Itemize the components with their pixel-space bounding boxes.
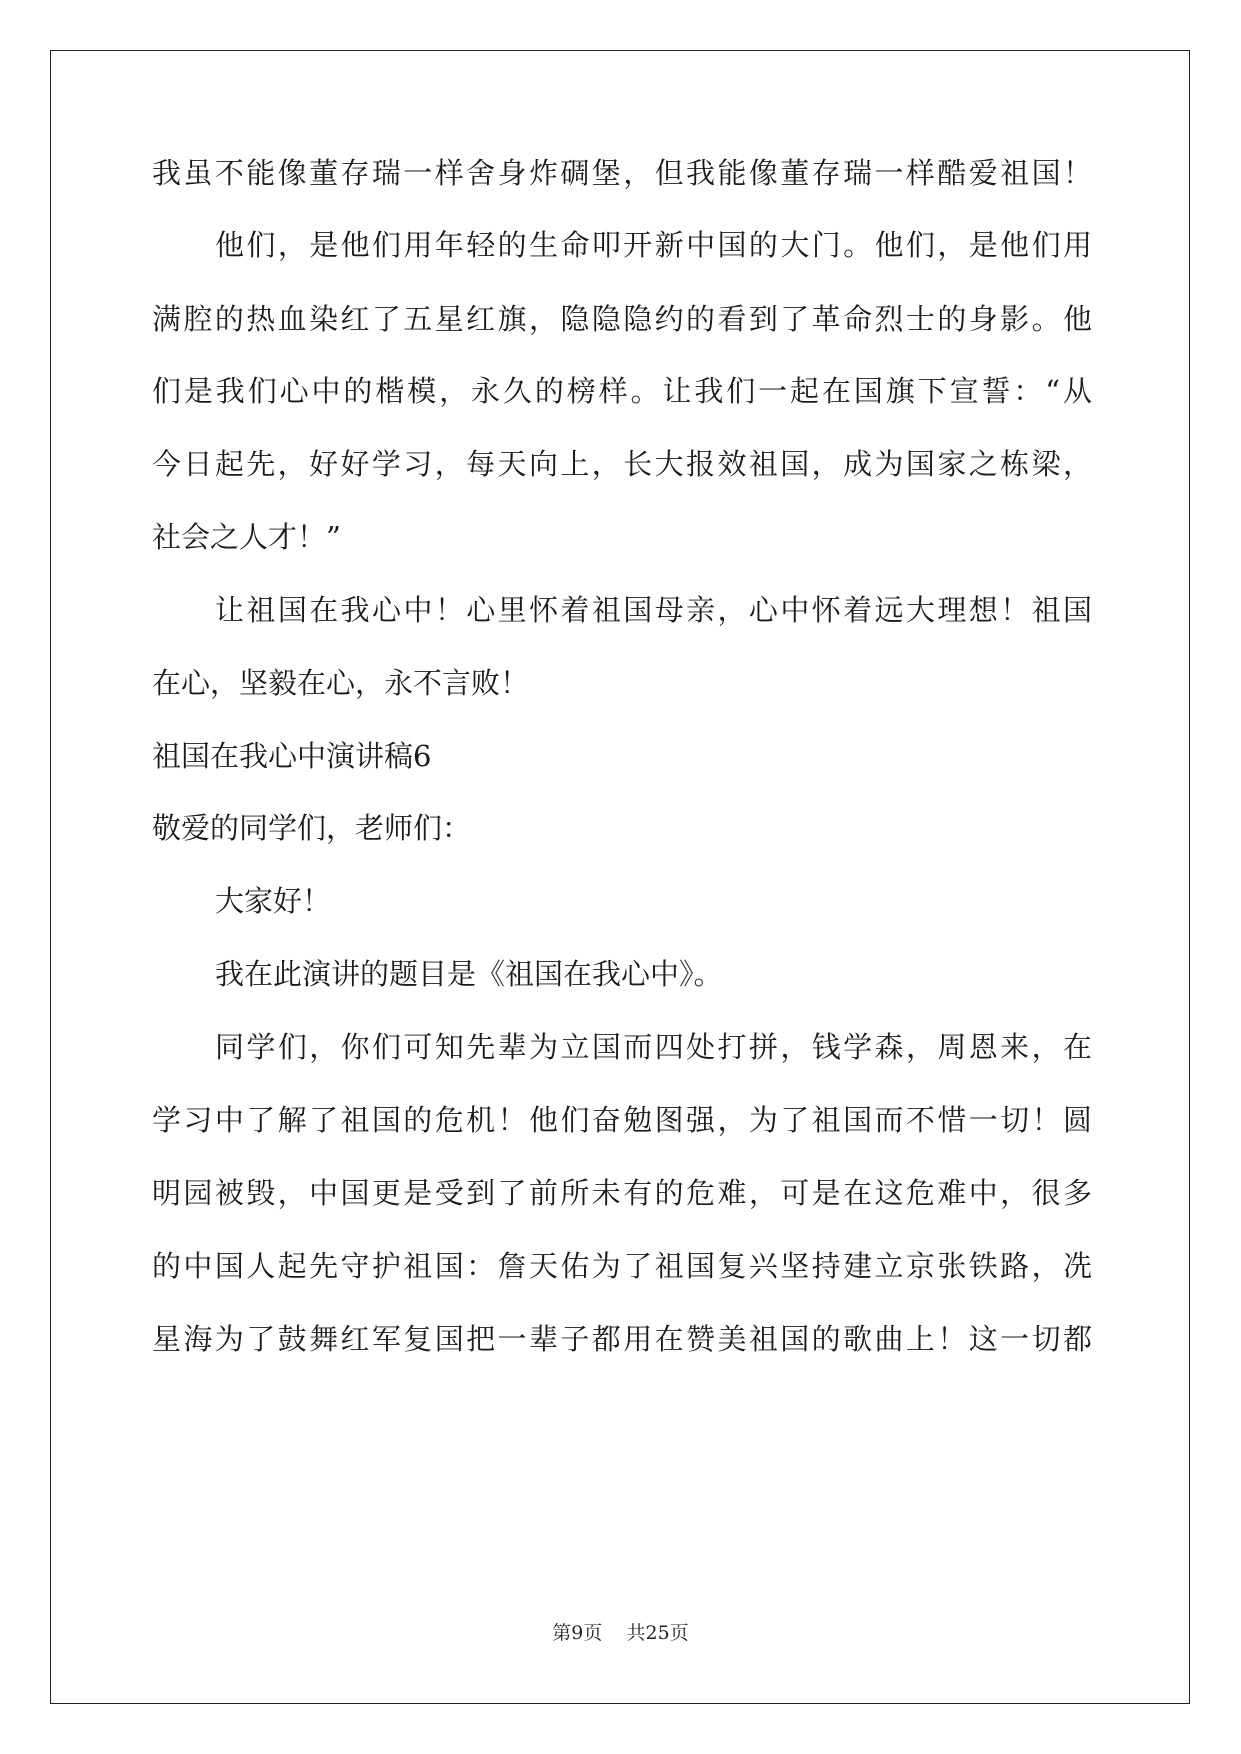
section-heading: 祖国在我心中演讲稿6	[152, 739, 432, 773]
salutation: 敬爱的同学们，老师们：	[152, 811, 472, 845]
body-text-line: 社会之人才！”	[152, 520, 341, 554]
body-text-line: 们是我们心中的楷模，永久的榜样。让我们一起在国旗下宣誓：“从	[152, 374, 1092, 408]
body-text-line: 让祖国在我心中！心里怀着祖国母亲，心中怀着远大理想！祖国	[215, 593, 1092, 627]
page-footer	[0, 1618, 1241, 1645]
page-number: 第9页	[552, 1622, 603, 1644]
body-text-line: 满腔的热血染红了五星红旗，隐隐隐约的看到了革命烈士的身影。他	[152, 302, 1092, 336]
body-text-line: 今日起先，好好学习，每天向上，长大报效祖国，成为国家之栋梁，	[152, 447, 1092, 481]
greeting: 大家好！	[215, 884, 332, 918]
body-text-line: 的中国人起先守护祖国：詹天佑为了祖国复兴坚持建立京张铁路，冼	[152, 1249, 1092, 1283]
body-text-line: 学习中了解了祖国的危机！他们奋勉图强，为了祖国而不惜一切！圆	[152, 1103, 1092, 1137]
body-text-line: 同学们，你们可知先辈为立国而四处打拼，钱学森，周恩来，在	[215, 1030, 1092, 1064]
body-text-line: 明园被毁，中国更是受到了前所未有的危难，可是在这危难中，很多	[152, 1176, 1092, 1210]
body-text-line: 我虽不能像董存瑞一样舍身炸碉堡，但我能像董存瑞一样酷爱祖国！	[152, 156, 1092, 190]
page-total: 共25页	[626, 1622, 689, 1644]
body-text-line: 在心，坚毅在心，永不言败！	[152, 666, 530, 700]
body-text-line: 我在此演讲的题目是《祖国在我心中》。	[215, 957, 723, 991]
body-text-line: 星海为了鼓舞红军复国把一辈子都用在赞美祖国的歌曲上！这一切都	[152, 1322, 1092, 1356]
body-text-line: 他们，是他们用年轻的生命叩开新中国的大门。他们，是他们用	[215, 228, 1092, 262]
